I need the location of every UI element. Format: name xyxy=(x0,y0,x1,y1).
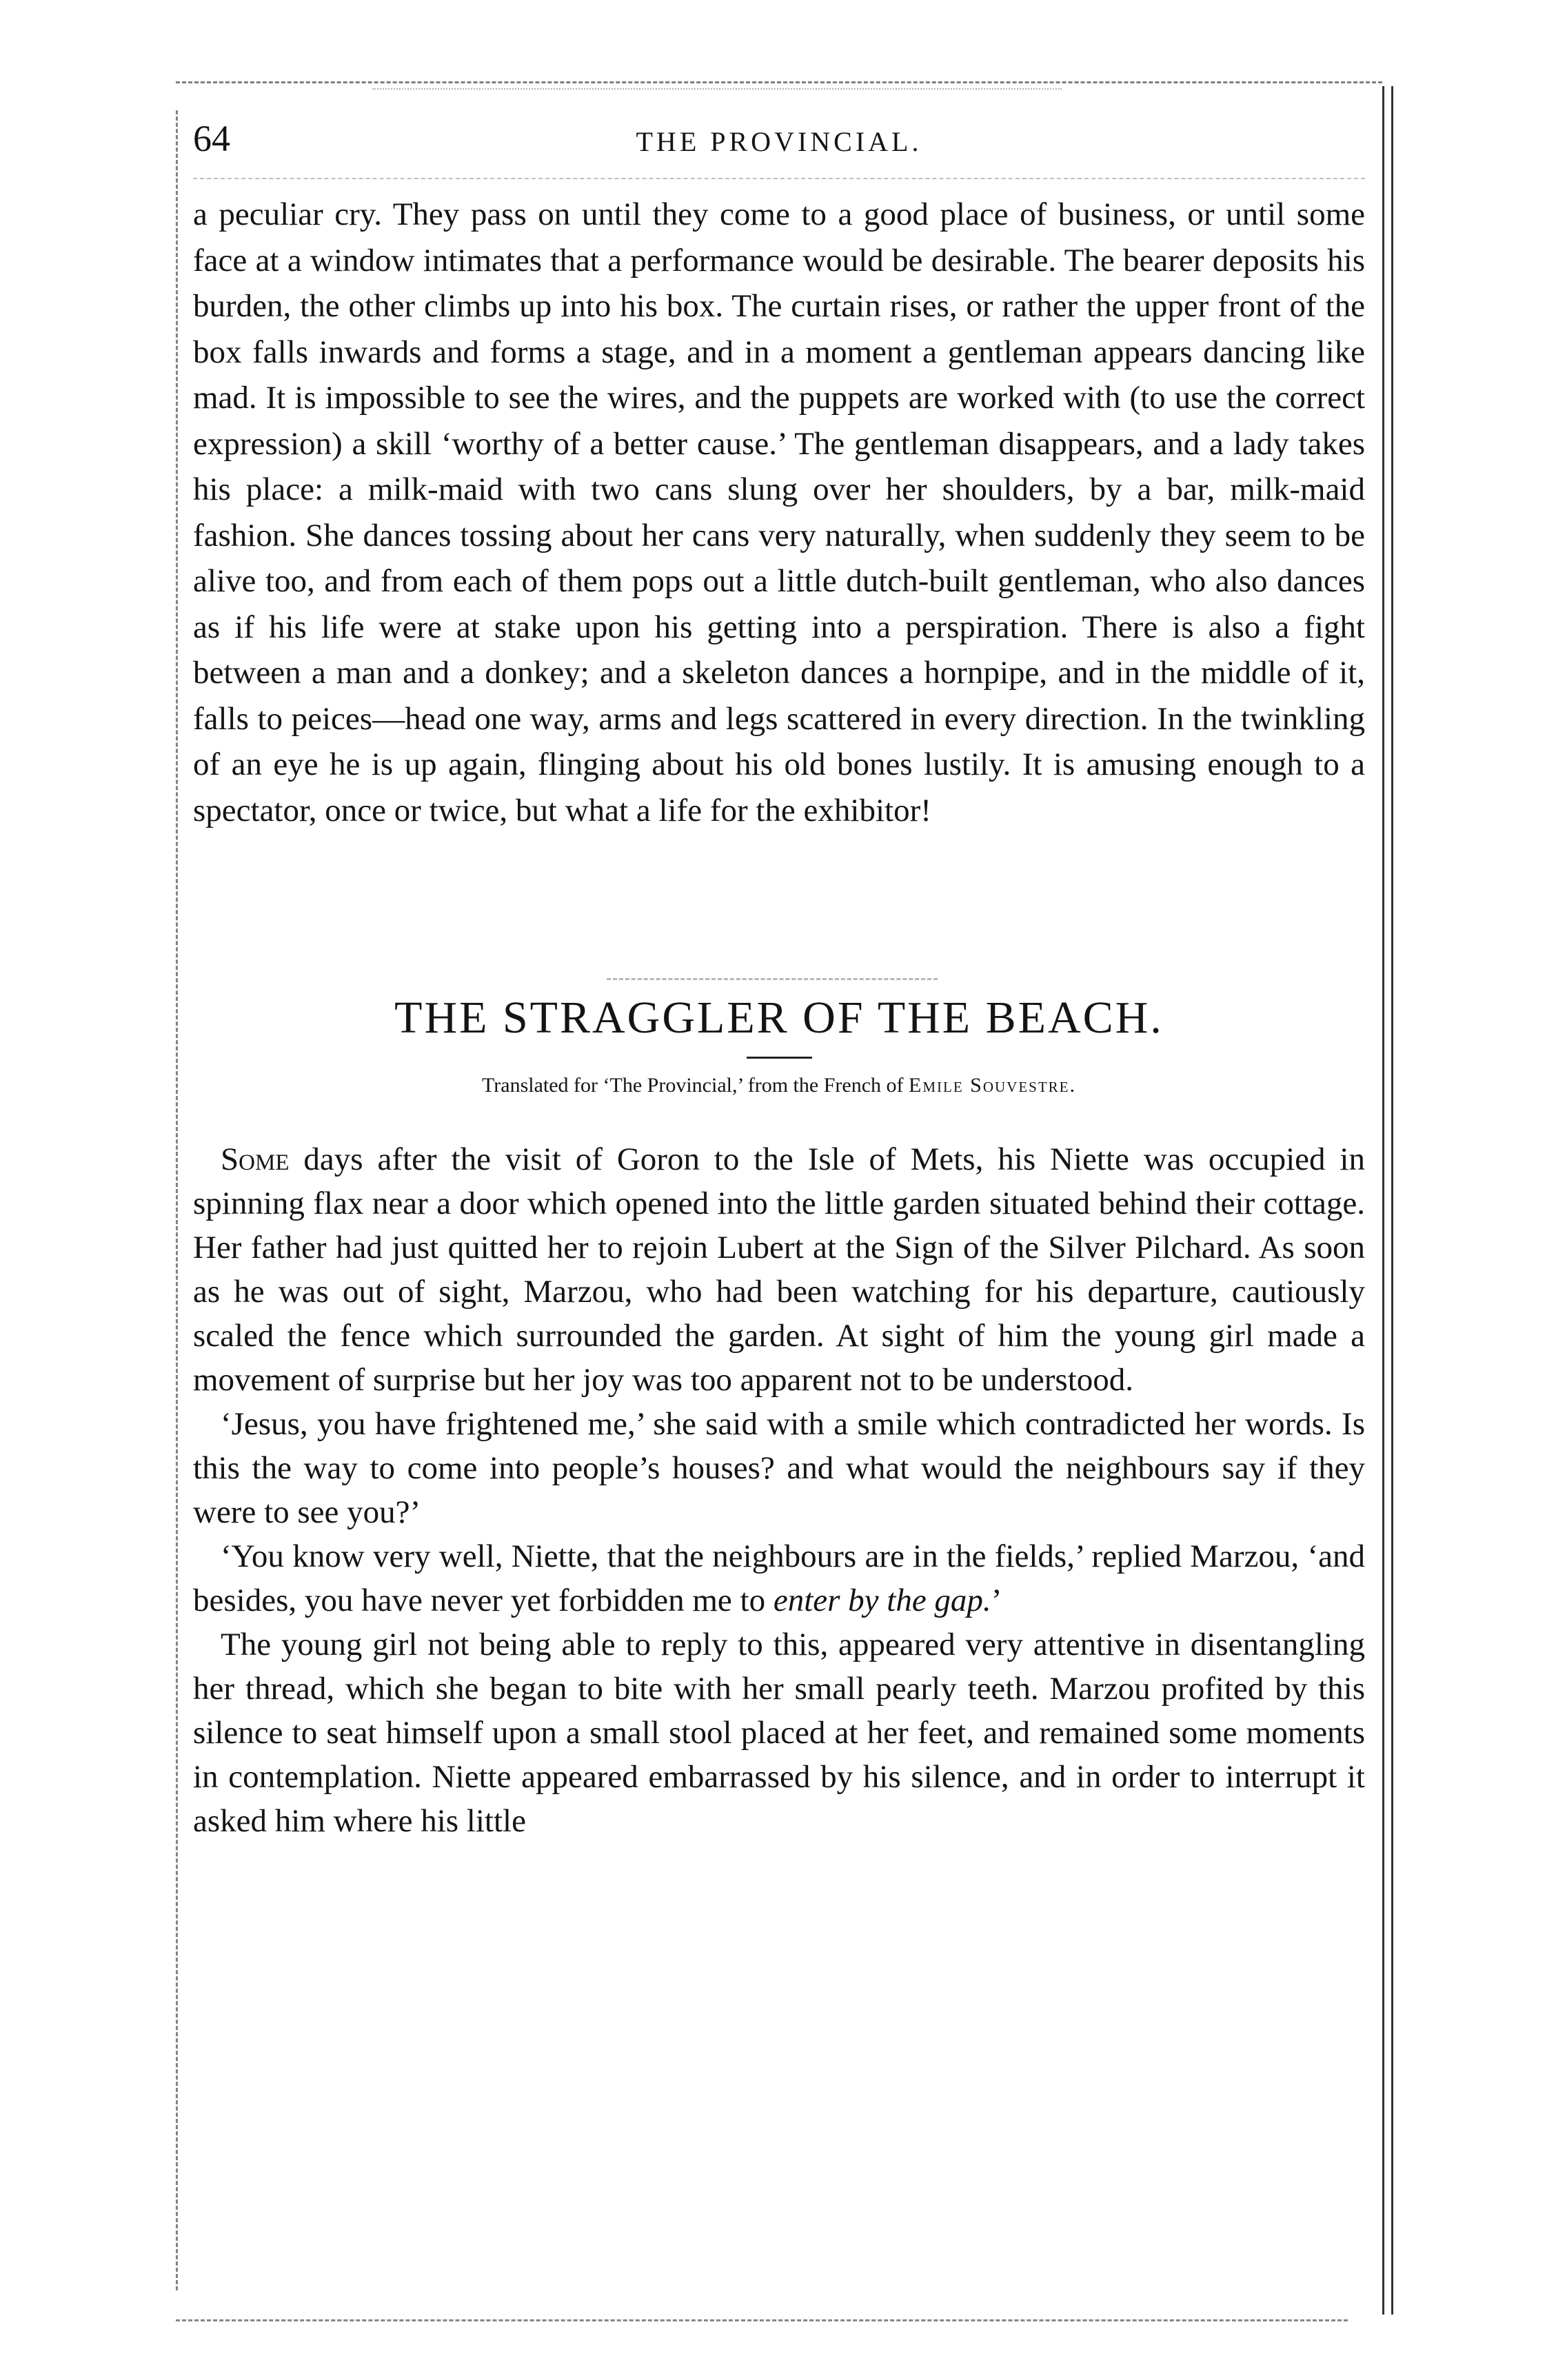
paragraph-3-text-a: ‘You know very well, Niette, that the neighbours are in the fields,’ replied Marzou, ‘and besides, you have never yet forbidden me to xyxy=(193,1538,1365,1618)
scan-edge-top-dots xyxy=(372,88,1062,90)
article-paragraph-3 xyxy=(193,1534,1365,1623)
paragraph-lead-word: Some xyxy=(221,1141,290,1177)
article-title: THE STRAGGLER OF THE BEACH. xyxy=(394,993,1164,1043)
byline-prefix: Translated for ‘The Provincial,’ from the French of xyxy=(482,1074,904,1097)
scan-edge-bottom xyxy=(176,2319,1348,2321)
header-separator xyxy=(193,178,1365,179)
scan-edge-top xyxy=(176,81,1382,83)
section-gap xyxy=(193,833,1365,992)
article-byline xyxy=(193,1074,1365,1097)
article-paragraph-4: The young girl not being able to reply to this, appeared very attentive in disentangling her thread, which she began to bite with her small pearly teeth. Marzou profited by this silence to seat himself upon a small stool placed at her feet, and remained some moments in contemplation. Niette appeared embarrassed by his silence, and in order to interrupt it asked him where his little xyxy=(193,1627,1365,1839)
running-title: THE PROVINCIAL. xyxy=(636,126,922,157)
paragraph-3-text-b: ’ xyxy=(991,1583,1002,1618)
byline-author: Emile Souvestre. xyxy=(909,1074,1076,1097)
page-number: 64 xyxy=(193,118,230,159)
paragraph-1-text: days after the visit of Goron to the Isle of Mets, his Niette was occupied in spinning flax near a door which opened into the little garden situated behind their cottage. Her father had just quitted her to rejoin Lubert at the Sign of the Silver Pilchard. As soon as he was out of sight, Marzou, who had been watching for his departure, cautiously scaled the fence which surrounded the garden. At sight of him the young girl made a movement of surprise but her joy was too apparent not to be understood. xyxy=(193,1141,1365,1398)
article-paragraph-1 xyxy=(193,1137,1365,1402)
page-border-right xyxy=(1382,86,1393,2315)
book-page xyxy=(193,117,1365,1843)
page-border-left xyxy=(176,110,178,2290)
section-break-dots xyxy=(607,978,938,980)
continued-paragraph: a peculiar cry. They pass on until they come to a good place of business, or until some face at a window intimates that a performance would be desirable. The bearer deposits his burden, the other climbs up into his box. The curtain rises, or rather the upper front of the box falls inwards and forms a stage, and in a moment a gentleman appears dancing like mad. It is impossible to see the wires, and the puppets are worked with (to use the correct expression) a skill ‘worthy of a better cause.’ The gentleman disappears, and a lady takes his place: a milk-maid with two cans slung over her shoulders, by a bar, milk-maid fashion. She dances tossing about her cans very naturally, when suddenly they seem to be alive too, and from each of them pops out a little dutch-built gentleman, who also dances as if his life were at stake upon his getting into a perspiration. There is also a fight between a man and a donkey; and a skeleton dances a hornpipe, and in the middle of it, falls to peices—head one way, arms and legs scattered in every direction. In the twinkling of an eye he is up again, flinging about his old bones lustily. It is amusing enough to a spectator, once or twice, but what a life for the exhibitor! xyxy=(193,196,1365,828)
paragraph-3-emphasis: enter by the gap. xyxy=(773,1583,991,1618)
title-rule xyxy=(747,1057,812,1059)
running-head xyxy=(193,117,1365,172)
article-paragraph-2: ‘Jesus, you have frightened me,’ she said with a smile which contradicted her words. Is this the way to come into people’s houses? and what would the neighbours say if they were to see you?’ xyxy=(193,1406,1365,1530)
